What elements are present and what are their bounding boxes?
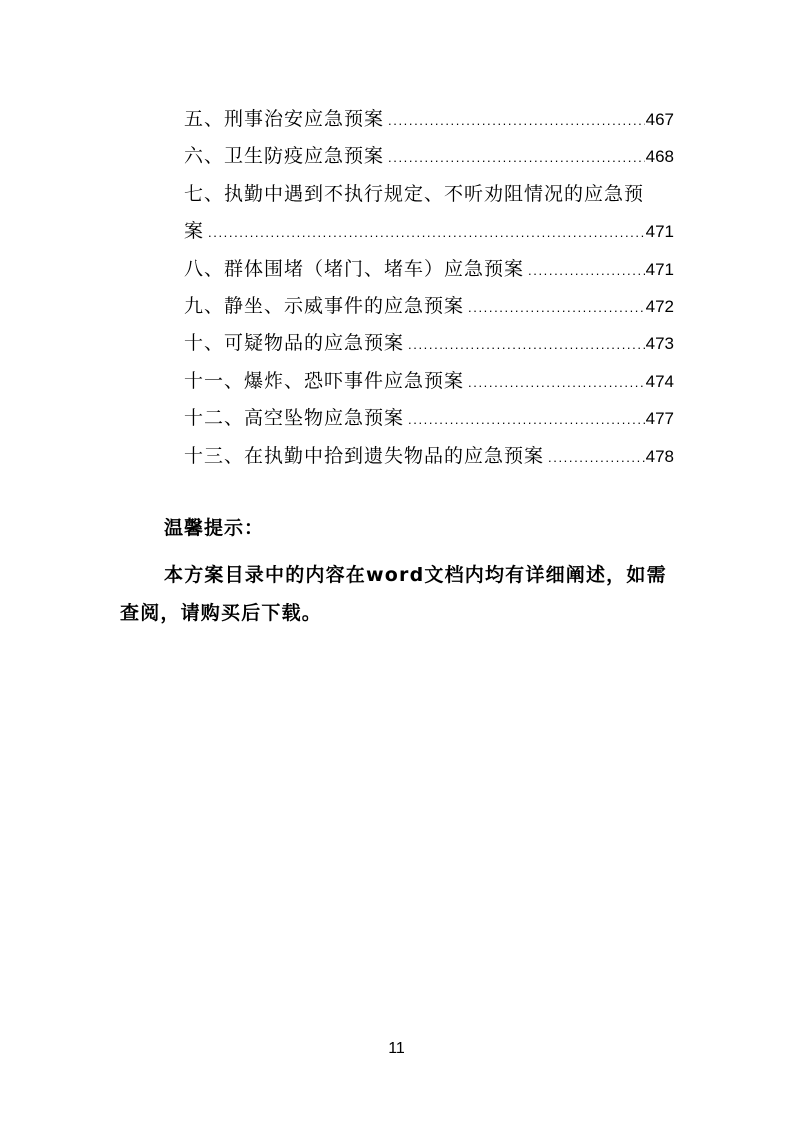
page-number: 11 <box>388 1040 405 1057</box>
toc-entry[interactable] <box>184 213 674 250</box>
toc-entry-title: 八、群体围堵（堵门、堵车）应急预案 <box>184 257 525 280</box>
toc-entry[interactable] <box>184 400 674 437</box>
toc-dot-leader <box>468 364 645 401</box>
toc-dot-leader <box>208 214 645 251</box>
toc-entry-title: 十一、爆炸、恐吓事件应急预案 <box>184 369 465 392</box>
toc-dot-leader <box>408 401 645 438</box>
toc-entry[interactable] <box>184 363 674 400</box>
toc-entry-page: 474 <box>645 371 674 391</box>
toc-entry[interactable] <box>184 101 674 138</box>
toc-entry-title: 九、静坐、示威事件的应急预案 <box>184 294 465 317</box>
toc-entry-page: 472 <box>645 296 674 316</box>
toc-entry-wrapped-line[interactable] <box>184 176 674 213</box>
toc-entry-title: 五、刑事治安应急预案 <box>184 108 385 130</box>
toc-entry-page: 477 <box>645 409 674 429</box>
toc-dot-leader <box>468 289 645 326</box>
toc-entry[interactable] <box>184 325 674 362</box>
table-of-contents <box>184 101 674 475</box>
toc-entry-title: 十、可疑物品的应急预案 <box>184 332 405 355</box>
tip-body: 本方案目录中的内容在word文档内均有详细阐述，如需查阅，请购买后下载。 <box>120 564 667 624</box>
toc-entry-title: 十三、在执勤中拾到遗失物品的应急预案 <box>184 444 545 467</box>
toc-entry[interactable] <box>184 288 674 325</box>
toc-entry[interactable] <box>184 138 674 175</box>
toc-entry[interactable] <box>184 251 674 288</box>
toc-entry-page: 471 <box>645 259 674 279</box>
toc-dot-leader <box>528 252 645 289</box>
toc-dot-leader <box>388 139 645 176</box>
toc-entry-page: 468 <box>645 147 674 167</box>
toc-dot-leader <box>388 102 645 139</box>
toc-dot-leader <box>408 326 645 363</box>
toc-entry-title: 十二、高空坠物应急预案 <box>184 407 405 430</box>
toc-entry[interactable] <box>184 438 674 475</box>
toc-entry-title: 案 <box>184 220 205 243</box>
tip-heading: 温馨提示： <box>164 517 265 539</box>
toc-entry-page: 467 <box>645 110 674 129</box>
toc-entry-title: 六、卫生防疫应急预案 <box>184 145 385 168</box>
toc-dot-leader <box>548 439 645 476</box>
toc-entry-title-first-line: 七、执勤中遇到不执行规定、不听劝阻情况的应急预 <box>184 182 645 205</box>
toc-entry-page: 473 <box>645 334 674 354</box>
toc-entry-page: 478 <box>645 446 674 466</box>
toc-entry-page: 471 <box>645 222 674 242</box>
